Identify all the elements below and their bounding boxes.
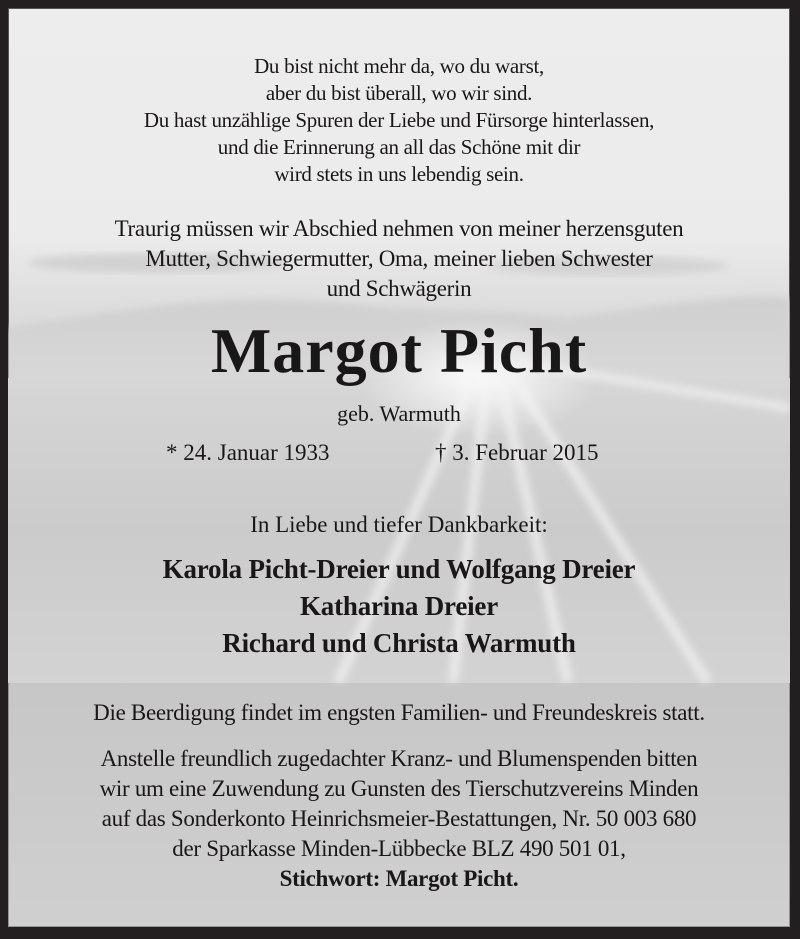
obituary-content (8, 8, 790, 927)
obituary-card (8, 8, 790, 927)
deceased-name: Margot Picht (210, 315, 588, 386)
intro-line: Mutter, Schwiegermutter, Oma, meiner lieben Schwester (145, 246, 653, 271)
birth-name: geb. Warmuth (337, 401, 461, 426)
death-date-group (435, 440, 599, 466)
mourner-name: Karola Picht-Dreier und Wolfgang Dreier (162, 554, 636, 584)
poem-line: wird stets in uns lebendig sein. (274, 162, 524, 186)
donation-line: wir um eine Zuwendung zu Gunsten des Tierschutzvereins Minden (99, 776, 699, 801)
poem-line: aber du bist überall, wo wir sind. (265, 81, 533, 105)
poem-line: Du bist nicht mehr da, wo du warst, (254, 54, 544, 78)
poem-line: und die Erinnerung an all das Schöne mit dir (217, 135, 581, 159)
birth-date: 24. Januar 1933 (183, 440, 330, 465)
mourners-heading: In Liebe und tiefer Dankbarkeit: (250, 512, 548, 537)
intro-line: Traurig müssen wir Abschied nehmen von meiner herzensguten (114, 216, 684, 241)
donation-line: auf das Sonderkonto Heinrichsmeier-Bestattungen, Nr. 50 003 680 (101, 806, 697, 831)
life-dates (8, 440, 790, 470)
cross-icon: † (435, 440, 447, 465)
poem-line: Du hast unzählige Spuren der Liebe und Fürsorge hinterlassen, (143, 108, 655, 132)
mourner-name: Katharina Dreier (299, 591, 498, 621)
funeral-notice: Die Beerdigung findet im engsten Familien- und Freundeskreis statt. (93, 700, 705, 725)
mourner-name: Richard und Christa Warmuth (222, 628, 576, 658)
donation-line: Anstelle freundlich zugedachter Kranz- und Blumenspenden bitten (100, 746, 698, 771)
birth-date-group (166, 440, 330, 466)
donation-line: der Sparkasse Minden-Lübbecke BLZ 490 501 01, (172, 836, 626, 861)
donation-keyword: Stichwort: Margot Picht. (279, 866, 519, 891)
intro-line: und Schwägerin (326, 276, 472, 301)
death-date: 3. Februar 2015 (452, 440, 599, 465)
birth-star-icon: * (166, 440, 178, 465)
